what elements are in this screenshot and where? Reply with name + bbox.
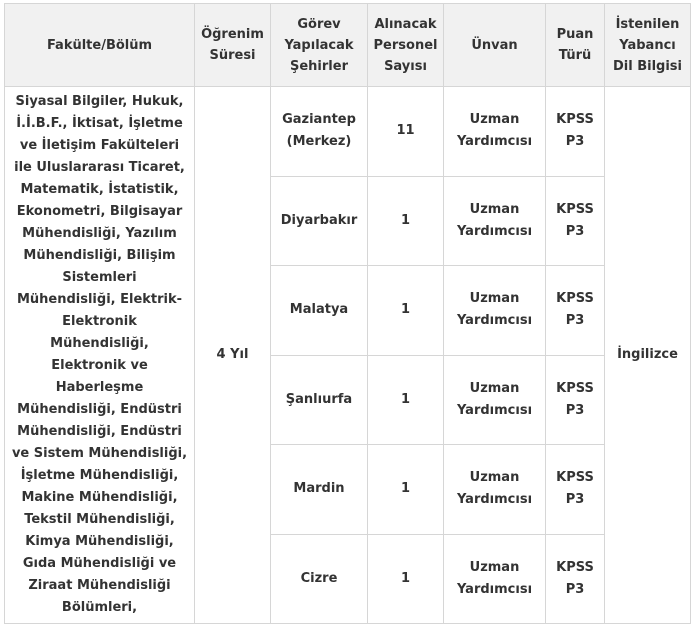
- title-line: Uzman: [469, 380, 520, 396]
- faculty-line: ve İletişim Fakülteleri: [19, 138, 180, 153]
- score-line: P3: [565, 492, 585, 508]
- title-line: Uzman: [469, 470, 520, 486]
- city-line: Malatya: [289, 302, 349, 318]
- duration-cell: 4 Yıl: [195, 87, 271, 624]
- faculty-line: Mühendisliği,: [50, 336, 149, 351]
- score-cell: [546, 534, 605, 624]
- city-cell: [271, 355, 368, 445]
- faculty-line: Ekonometri, Bilgisayar: [16, 204, 183, 219]
- faculty-line: Ziraat Mühendisliği: [28, 578, 171, 593]
- city-cell: [271, 87, 368, 177]
- faculty-line: İ.İ.B.F., İktisat, İşletme: [16, 116, 183, 131]
- faculty-line: ile Uluslararası Ticaret,: [14, 160, 185, 175]
- count-cell: 1: [368, 355, 444, 445]
- title-cell: [444, 445, 546, 535]
- recruitment-table: [4, 3, 691, 624]
- title-cell: [444, 534, 546, 624]
- header-language-line: Yabancı: [619, 37, 676, 53]
- header-score-line: Puan: [556, 27, 594, 42]
- city-line: Mardin: [293, 481, 345, 497]
- faculty-line: Siyasal Bilgiler, Hukuk,: [15, 94, 184, 109]
- title-line: Uzman: [469, 201, 520, 217]
- header-language: [605, 4, 691, 87]
- header-cities-line: Yapılacak: [284, 37, 354, 53]
- header-count-line: Sayısı: [384, 58, 427, 74]
- header-cities-line: Şehirler: [290, 58, 348, 74]
- faculty-line: ve Sistem Mühendisliği,: [11, 446, 188, 461]
- faculty-line: Sistemleri: [62, 270, 137, 285]
- header-cities: [271, 4, 368, 87]
- title-cell: [444, 176, 546, 266]
- title-line: Yardımcısı: [456, 223, 533, 239]
- header-row: [5, 4, 691, 87]
- city-line: Cizre: [300, 570, 338, 586]
- faculty-line: Mühendisliği, Bilişim: [23, 248, 176, 263]
- title-cell: [444, 266, 546, 356]
- score-cell: [546, 355, 605, 445]
- score-line: P3: [565, 134, 585, 150]
- score-line: KPSS: [556, 380, 594, 396]
- faculty-line: Elektronik: [62, 314, 137, 329]
- city-line: (Merkez): [286, 134, 352, 150]
- score-line: KPSS: [556, 112, 594, 128]
- faculty-line: Haberleşme: [55, 380, 144, 395]
- title-cell: [444, 87, 546, 177]
- faculty-line: Mühendisliği, Endüstri: [17, 424, 182, 439]
- header-count-line: Alınacak: [374, 16, 437, 32]
- score-cell: [546, 266, 605, 356]
- city-cell: [271, 445, 368, 535]
- faculty-line: Mühendisliği, Elektrik-: [16, 292, 183, 307]
- header-language-line: İstenilen: [615, 16, 680, 32]
- score-line: P3: [565, 402, 585, 418]
- title-line: Yardımcısı: [456, 134, 533, 150]
- faculty-list-cell: [5, 87, 195, 624]
- faculty-line: Gıda Mühendisliği ve: [22, 556, 177, 571]
- count-cell: 1: [368, 266, 444, 356]
- faculty-line: İşletme Mühendisliği,: [20, 468, 179, 483]
- faculty-line: Elektronik ve: [51, 358, 148, 373]
- city-cell: [271, 266, 368, 356]
- score-line: P3: [565, 223, 585, 239]
- header-score-line: Türü: [558, 48, 592, 63]
- header-score: [546, 4, 605, 87]
- score-cell: [546, 87, 605, 177]
- city-cell: [271, 176, 368, 266]
- title-line: Yardımcısı: [456, 581, 533, 597]
- header-language-line: Dil Bilgisi: [612, 58, 682, 74]
- faculty-line: Tekstil Mühendisliği,: [24, 512, 175, 527]
- city-line: Şanlıurfa: [285, 391, 353, 407]
- title-line: Yardımcısı: [456, 313, 533, 329]
- header-duration-line: Süresi: [209, 48, 256, 63]
- title-line: Uzman: [469, 112, 520, 128]
- faculty-line: Matematik, İstatistik,: [20, 182, 179, 197]
- header-cities-line: Görev: [297, 16, 341, 32]
- header-title: Ünvan: [444, 4, 546, 87]
- header-duration-line: Öğrenim: [201, 27, 264, 42]
- score-line: P3: [565, 581, 585, 597]
- count-cell: 1: [368, 534, 444, 624]
- count-cell: 1: [368, 445, 444, 535]
- language-cell: İngilizce: [605, 87, 691, 624]
- score-line: P3: [565, 313, 585, 329]
- faculty-line: Mühendisliği, Endüstri: [17, 402, 182, 417]
- faculty-line: Bölümleri,: [61, 600, 138, 615]
- score-cell: [546, 445, 605, 535]
- score-line: KPSS: [556, 559, 594, 575]
- title-line: Yardımcısı: [456, 402, 533, 418]
- title-line: Uzman: [469, 291, 520, 307]
- city-line: Gaziantep: [282, 112, 356, 128]
- score-line: KPSS: [556, 470, 594, 486]
- score-cell: [546, 176, 605, 266]
- faculty-line: Mühendisliği, Yazılım: [22, 226, 177, 241]
- count-cell: 11: [368, 87, 444, 177]
- header-faculty: Fakülte/Bölüm: [5, 4, 195, 87]
- score-line: KPSS: [556, 201, 594, 217]
- table-row: [5, 87, 691, 177]
- faculty-line: Kimya Mühendisliği,: [25, 534, 174, 549]
- title-line: Uzman: [469, 559, 520, 575]
- header-duration: [195, 4, 271, 87]
- city-cell: [271, 534, 368, 624]
- score-line: KPSS: [556, 291, 594, 307]
- header-count: [368, 4, 444, 87]
- title-cell: [444, 355, 546, 445]
- title-line: Yardımcısı: [456, 492, 533, 508]
- count-cell: 1: [368, 176, 444, 266]
- city-line: Diyarbakır: [280, 212, 358, 228]
- faculty-line: Makine Mühendisliği,: [21, 490, 178, 505]
- header-count-line: Personel: [373, 37, 438, 53]
